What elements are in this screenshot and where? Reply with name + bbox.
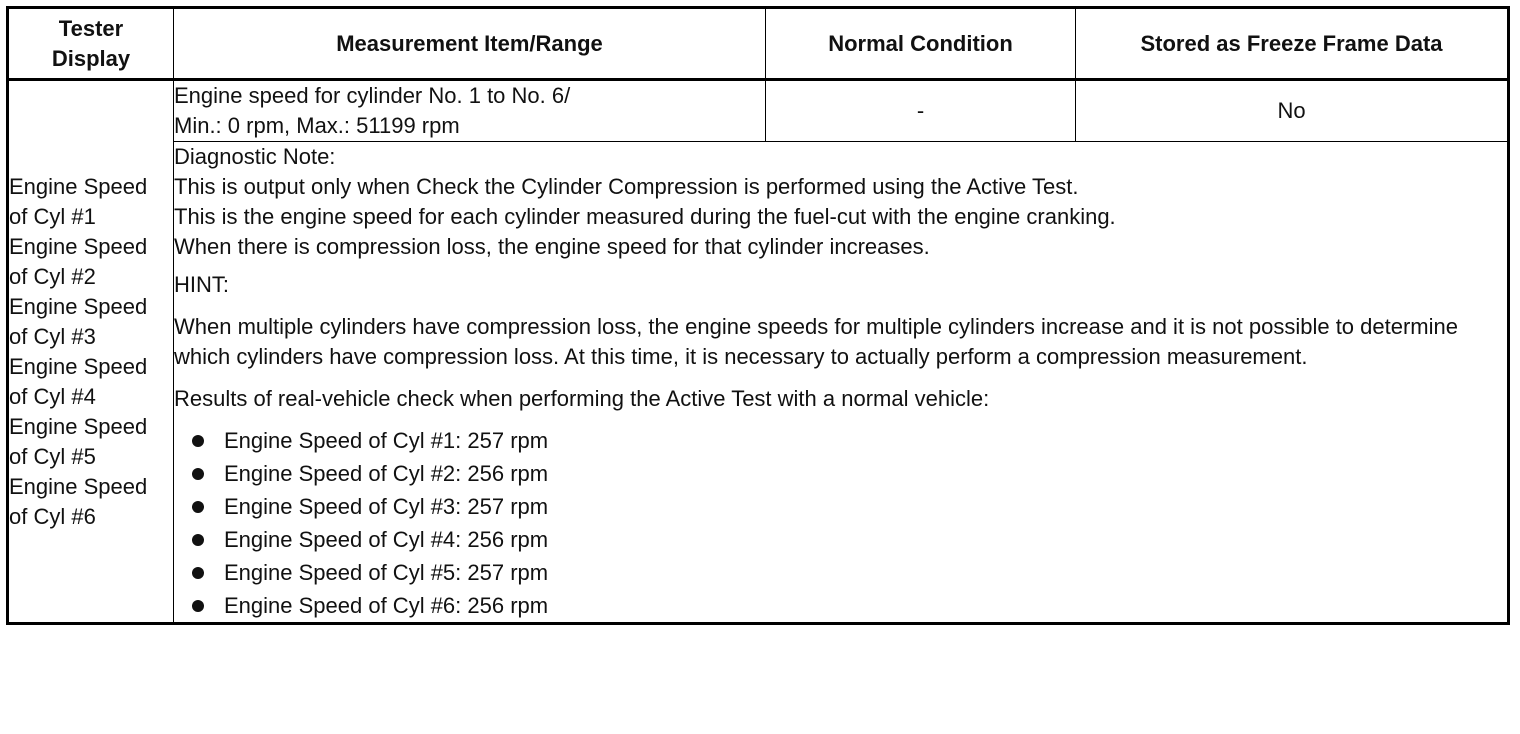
diagnostic-note-line-3: When there is compression loss, the engine speed for that cylinder increases. xyxy=(174,234,930,259)
display-item-6-line-1: Engine Speed xyxy=(9,473,148,499)
result-text: Engine Speed of Cyl #5: 257 rpm xyxy=(224,560,549,585)
normal-condition-cell: - xyxy=(766,80,1076,142)
header-tester-display-line-1: Tester xyxy=(58,15,124,41)
result-text: Engine Speed of Cyl #2: 256 rpm xyxy=(224,461,549,486)
display-item-2-line-1: Engine Speed xyxy=(9,233,148,259)
header-measurement-item: Measurement Item/Range xyxy=(174,8,766,80)
result-text: Engine Speed of Cyl #3: 257 rpm xyxy=(224,494,549,519)
list-item xyxy=(174,490,1507,523)
bullet-icon xyxy=(192,435,204,447)
diagnostic-note-line-1: This is output only when Check the Cylinder Compression is performed using the Active Test. xyxy=(174,174,1079,199)
measurement-item-cell xyxy=(174,80,766,142)
results-list xyxy=(174,424,1507,622)
display-item-4-line-1: Engine Speed xyxy=(9,353,148,379)
bullet-icon xyxy=(192,534,204,546)
result-text: Engine Speed of Cyl #6: 256 rpm xyxy=(224,593,549,618)
diagnostic-note-title: Diagnostic Note: xyxy=(174,144,336,169)
bullet-icon xyxy=(192,600,204,612)
list-item xyxy=(174,424,1507,457)
measurement-line-1: Engine speed for cylinder No. 1 to No. 6/ xyxy=(174,83,571,108)
result-text: Engine Speed of Cyl #4: 256 rpm xyxy=(224,527,549,552)
display-item-3-line-1: Engine Speed xyxy=(9,293,148,319)
header-row xyxy=(8,8,1509,80)
header-tester-display-line-2: Display xyxy=(51,45,131,71)
display-item-5-line-2: of Cyl #5 xyxy=(9,443,96,469)
tester-display-cell xyxy=(8,80,174,624)
display-item-3-line-2: of Cyl #3 xyxy=(9,323,96,349)
results-intro: Results of real-vehicle check when performing the Active Test with a normal vehicle: xyxy=(174,386,990,411)
hint-label: HINT: xyxy=(174,272,229,297)
bullet-icon xyxy=(192,567,204,579)
bullet-icon xyxy=(192,468,204,480)
result-text: Engine Speed of Cyl #1: 257 rpm xyxy=(224,428,549,453)
list-item xyxy=(174,457,1507,490)
hint-text: When multiple cylinders have compression loss, the engine speeds for multiple cylinders increase and it is not possible to determine which cylinders have compression loss. At this time, it is necessary to actually perform a compression measurement. xyxy=(174,314,1458,369)
list-item xyxy=(174,589,1507,622)
bullet-icon xyxy=(192,501,204,513)
header-freeze-frame: Stored as Freeze Frame Data xyxy=(1076,8,1509,80)
display-item-1-line-1: Engine Speed xyxy=(9,173,148,199)
display-item-6-line-2: of Cyl #6 xyxy=(9,503,96,529)
list-item xyxy=(174,556,1507,589)
table-row xyxy=(8,142,1509,624)
header-normal-condition: Normal Condition xyxy=(766,8,1076,80)
freeze-frame-cell: No xyxy=(1076,80,1509,142)
measurement-line-2: Min.: 0 rpm, Max.: 51199 rpm xyxy=(174,113,460,138)
display-item-1-line-2: of Cyl #1 xyxy=(9,203,96,229)
header-tester-display xyxy=(8,8,174,80)
diagnostic-note-cell xyxy=(174,142,1509,624)
display-item-4-line-2: of Cyl #4 xyxy=(9,383,96,409)
list-item xyxy=(174,523,1507,556)
spec-table xyxy=(6,6,1510,625)
display-item-5-line-1: Engine Speed xyxy=(9,413,148,439)
diagnostic-note-line-2: This is the engine speed for each cylinder measured during the fuel-cut with the engine cranking. xyxy=(174,204,1116,229)
display-item-2-line-2: of Cyl #2 xyxy=(9,263,96,289)
table-row xyxy=(8,80,1509,142)
